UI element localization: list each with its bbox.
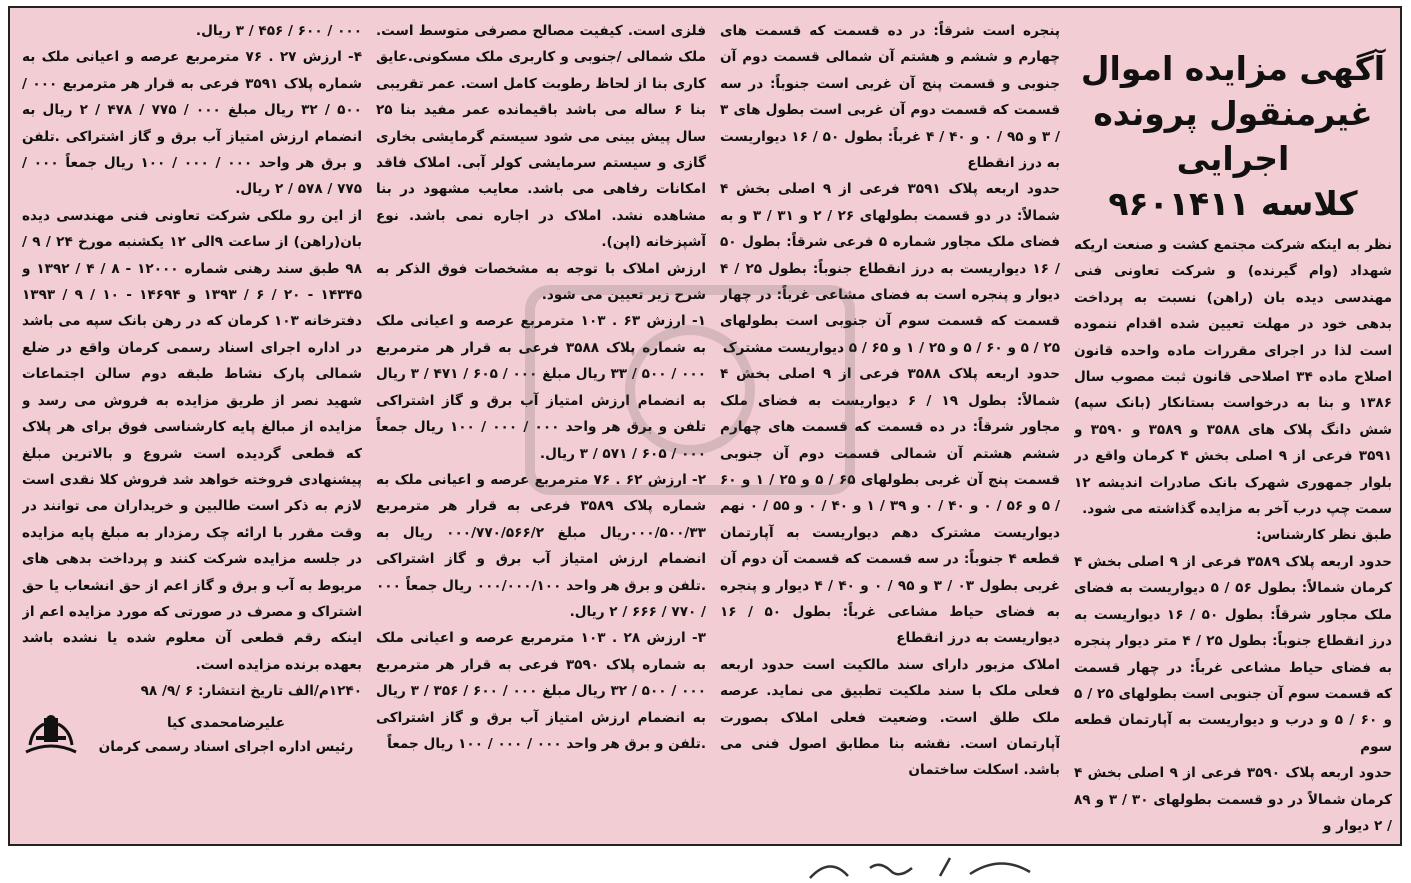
paragraph: پنجره است شرقاً: در ده قسمت که قسمت های چهارم و ششم و هشتم آن شمالی قسمت دوم آن جنوبی و قسمت پنج آن غربی است جنوباً: در سه قسمت که قسمت دوم آن غربی است بطول های ۳ / ۳ و ۹۵ / ۰ و ۴۰ / ۴ غرباً: بطول ۵۰ / ۱۶ دیواریست به درز انقطاع	[720, 23, 1060, 172]
auction-notice	[8, 6, 1402, 846]
paragraph: املاک مزبور دارای سند مالکیت است حدود اربعه فعلی ملک با سند ملکیت تطبیق می نماید. عرصه ملک طلق است. وضعیت فعلی املاک بصورت آپارتمان است. نقشه بنا مطابق اصول فنی می باشد. اسکلت ساختمان	[720, 656, 1060, 779]
judiciary-emblem-icon	[22, 712, 80, 758]
title-line-2: غیرمنقول پرونده اجرایی	[1093, 94, 1373, 178]
paragraph: حدود اربعه پلاک ۳۵۹۰ فرعی از ۹ اصلی بخش ۴ کرمان شمالاً در دو قسمت بطولهای ۳۰ / ۳ و ۸۹ / ۲ دیوار و	[1074, 765, 1392, 834]
paragraph: حدود اربعه پلاک ۳۵۹۱ فرعی از ۹ اصلی بخش ۴ شمالاً: در دو قسمت بطولهای ۲۶ / ۲ و ۳۱ / ۳ و به فضای ملک مجاور شماره ۵ فرعی شرقاً: بطول ۵۰ / ۱۶ دیواریست به درز انقطاع جنوباً: بطول ۲۵ / ۴ دیوار و پنجره است به فضای مشاعی غرباً: در چهار قسمت که قسمت سوم آن جنوبی است بطولهای ۲۵ / ۵ و ۶۰ / ۵ و ۲۵ / ۱ و ۶۵ / ۵ دیواریست مشترک	[720, 181, 1060, 356]
paragraph: طبق نظر کارشناس:	[1256, 527, 1392, 544]
paragraph: نظر به اینکه شرکت مجتمع کشت و صنعت اریکه شهداد (وام گیرنده) و شرکت تعاونی فنی مهندسی دیده بان (راهن) نسبت به پرداخت بدهی خود در مهلت تعیین شده اقدام ننموده است لذا در اجرای مقررات ماده واحده قانون اصلاح ماده ۳۴ اصلاحی قانون ثبت مصوب سال ۱۳۸۶ و بنا به درخواست بستانکار (بانک سپه) شش دانگ پلاک های ۳۵۸۸ و ۳۵۸۹ و ۳۵۹۰ و ۳۵۹۱ فرعی از ۹ اصلی بخش ۴ کرمان واقع در بلوار جمهوری شهرک بانک صادرات اندیشه ۱۲ سمت چپ درب آخر به مزایده گذاشته می شود.	[1074, 237, 1392, 518]
handwriting-mark-icon	[800, 848, 1060, 883]
signatory-name: علیرضامحمدی کیا	[166, 714, 285, 731]
paragraph: از این رو ملکی شرکت تعاونی فنی مهندسی دیده بان(راهن) از ساعت ۹الی ۱۲ یکشنبه مورخ ۲۴ / ۹ / ۹۸ طبق سند رهنی شماره ۱۲۰۰۰ - ۸ / ۴ / ۱۳۹۲ و ۱۴۳۴۵ - ۲۰ / ۶ / ۱۳۹۳ و ۱۴۶۹۴ - ۱۰ / ۹ / ۱۳۹۳ دفترخانه ۱۰۳ کرمان که در رهن بانک سپه می باشد در اداره اجرای اسناد رسمی کرمان واقع در ضلع شمالی پارک نشاط طبقه دوم سالن اجتماعات شهید نصر از طریق مزایده به فروش می رسد و مزایده از مبالغ پایه کارشناسی فوق برای هر پلاک که قطعی گردیده است شروع و بالاترین مبلغ پیشنهادی فروخته خواهد شد فروش کلا نقدی است لازم به ذکر است طالبین و خریداران می توانند در وقت مقرر با ارائه چک رمزدار به مبلغ پایه مزایده در جلسه مزایده شرکت کنند و پرداخت بدهی های مربوط به آب و برق و گاز اعم از حق انشعاب یا حق اشتراک و مصرف در صورتی که مورد مزایده اعم از اینکه رقم قطعی آن معلوم شده یا نشده باشد بعهده برنده مزایده است.	[22, 207, 362, 673]
publication-date: ۱۲۴۰م/الف تاریخ انتشار: ۶ /۹/ ۹۸	[140, 683, 362, 700]
paragraph: فلزی است. کیفیت مصالح مصرفی متوسط است. ملک شمالی /جنوبی و کاربری ملک مسکونی.عایق کاری بنا از لحاظ رطوبت کامل است. عمر تقریبی بنا ۶ ساله می باشد باقیمانده عمر مفید بنا ۲۵ سال پیش بینی می شود سیستم گرمایشی بخاری گازی و سیستم سرمایشی کولر آبی. املاک فاقد امکانات رفاهی می باشد. معایب مشهود در بنا مشاهده نشد. املاک در اجاره نمی باشد. نوع آشپزخانه (اپن).	[376, 23, 706, 251]
title-line-3: کلاسه ۹۶۰۱۴۱۱	[1108, 184, 1358, 223]
signature-text	[90, 711, 362, 759]
paragraph: حدود اربعه پلاک ۳۵۸۹ فرعی از ۹ اصلی بخش ۴ کرمان شمالاً: بطول ۵۶ / ۵ دیواریست به فضای ملک مجاور شرقاً: بطول ۵۰ / ۱۶ دیواریست به درز انقطاع جنوباً: بطول ۲۵ / ۴ متر دیوار پنجره به فضای حیاط مشاعی غرباً: در چهار قسمت که قسمت سوم آن جنوبی است بطولهای ۲۵ / ۵ و ۶۰ / ۵ و درب و دیواریست به آپارتمان قطعه سوم	[1074, 553, 1392, 755]
paragraph: ۴- ارزش ۲۷ . ۷۶ مترمربع عرصه و اعیانی ملک به شماره پلاک ۳۵۹۱ فرعی به قرار هر مترمربع ۰۰۰ / ۵۰۰ / ۳۲ ریال مبلغ ۰۰۰ / ۷۷۵ / ۴۷۸ / ۲ ریال به انضمام ارزش امتیاز آب برق و گاز اشتراکی .تلفن و برق هر واحد ۰۰۰ / ۰۰۰ / ۱۰۰ ریال جمعاً ۰۰۰ / ۷۷۵ / ۵۷۸ / ۲ ریال.	[22, 49, 362, 198]
paragraph: ۳- ارزش ۲۸ . ۱۰۳ مترمربع عرصه و اعیانی ملک به شماره پلاک ۳۵۹۰ فرعی به قرار هر مترمربع ۰۰۰ / ۵۰۰ / ۳۲ ریال مبلغ ۰۰۰ / ۶۰۰ / ۳۵۶ / ۳ ریال به انضمام ارزش امتیاز آب برق و گاز اشتراکی .تلفن و برق هر واحد ۰۰۰ / ۰۰۰ / ۱۰۰ ریال جمعاً	[376, 630, 706, 752]
paragraph: حدود اربعه پلاک ۳۵۸۸ فرعی از ۹ اصلی بخش ۴ شمالاً: بطول ۱۹ / ۶ دیواریست به فضای ملک مجاور شرقاً: در ده قسمت که قسمت های چهارم ششم هشتم آن شمالی قسمت دوم آن جنوبی قسمت پنج آن غربی بطولهای ۶۵ / ۵ و ۲۵ / ۱ و ۶۰ / ۵ و ۵۶ / ۰ و ۴۰ / ۰ و ۳۹ / ۱ و ۴۰ / ۰ و ۵۵ / ۰ نهم دیواریست مشترک دهم دیواریست به آپارتمان قطعه ۴ جنوباً: در سه قسمت که قسمت آن دوم آن غربی بطول ۰۳ / ۳ و ۹۵ / ۰ و ۴۰ / ۴ دیوار و پنجره به فضای حیاط مشاعی غرباً: بطول ۵۰ / ۱۶ دیواریست به درز انقطاع	[720, 366, 1060, 647]
paragraph: ۲- ارزش ۶۲ . ۷۶ مترمربع عرصه و اعیانی ملک به شماره پلاک ۳۵۸۹ فرعی به قرار هر مترمربع ۰۰۰/۵۰۰/۳۳ریال مبلغ ۰۰۰/۷۷۰/۵۶۶/۲ ریال به انضمام ارزش امتیاز آب برق و گاز اشتراکی .تلفن و برق هر واحد ۰۰۰/۰۰۰/۱۰۰ ریال جمعاً ۰۰۰ / ۷۷۰ / ۶۶۶ / ۲ ریال.	[376, 471, 706, 620]
signatory-role: رئیس اداره اجرای اسناد رسمی کرمان	[98, 738, 354, 755]
column-4	[22, 18, 362, 834]
title-line-1: آگهی مزایده اموال	[1080, 49, 1386, 88]
paragraph: ۱- ارزش ۶۳ . ۱۰۳ مترمربع عرصه و اعیانی ملک به شماره پلاک ۳۵۸۸ فرعی به قرار هر مترمربع ۰۰۰ / ۵۰۰ / ۳۳ ریال مبلغ ۰۰۰ / ۶۰۵ / ۴۷۱ / ۳ ریال به انضمام ارزش امتیاز آب برق و گاز اشتراکی تلفن و برق هر واحد ۰۰۰ / ۰۰۰ / ۱۰۰ ریال جمعاً ۰۰۰ / ۶۰۵ / ۵۷۱ / ۳ ریال.	[376, 313, 706, 462]
column-2	[720, 18, 1060, 834]
column-1	[1074, 18, 1392, 834]
paragraph: ۰۰۰ / ۶۰۰ / ۴۵۶ / ۳ ریال.	[195, 23, 362, 39]
notice-title	[1074, 46, 1392, 226]
paragraph: ارزش املاک با توجه به مشخصات فوق الذکر به شرح زیر تعیین می شود.	[376, 260, 706, 304]
signature-block	[22, 711, 362, 759]
column-3	[376, 18, 706, 834]
